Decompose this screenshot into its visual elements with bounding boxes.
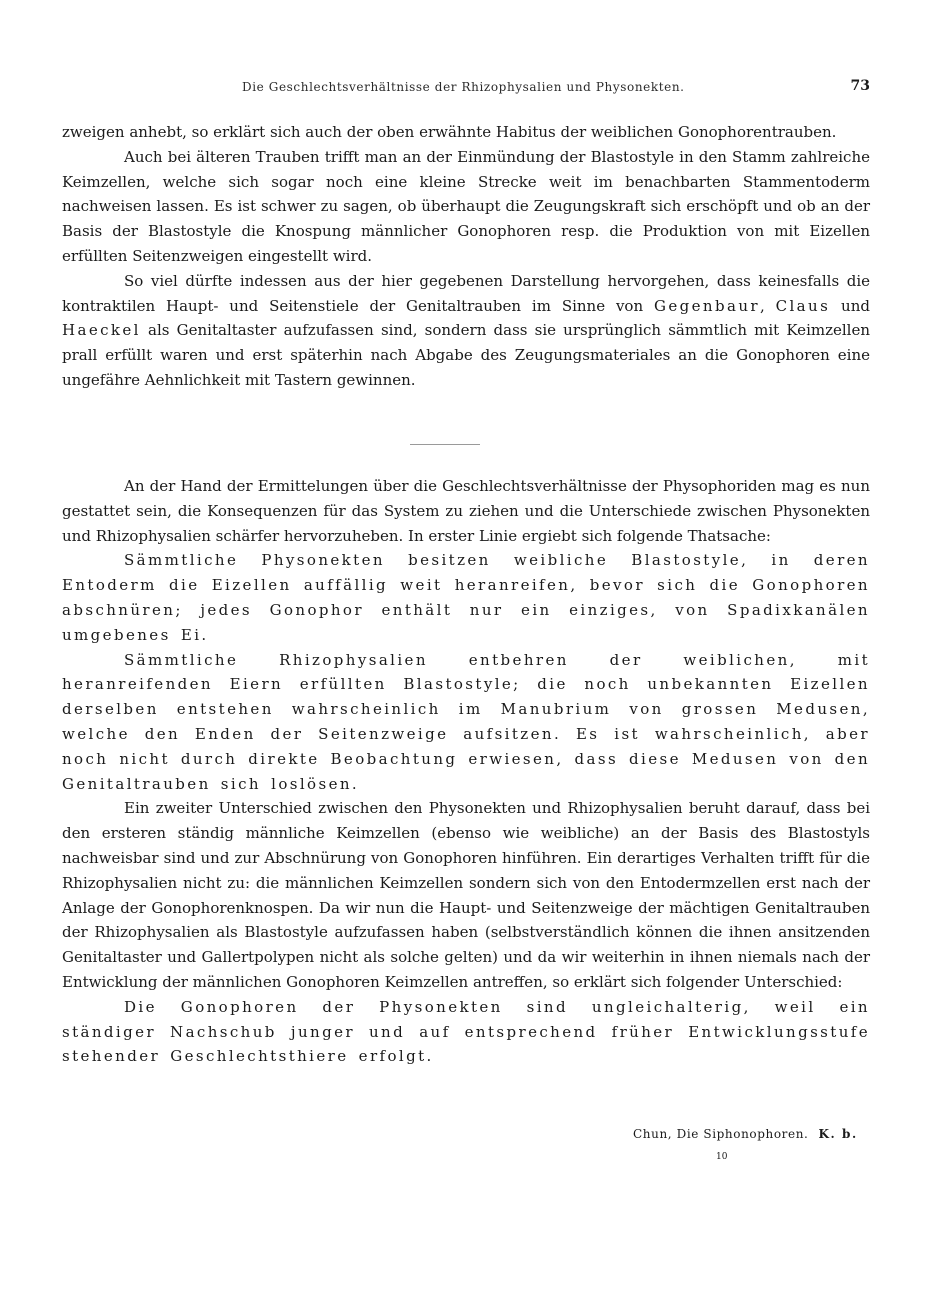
section-divider (410, 444, 480, 445)
paragraph: An der Hand der Ermittelungen über die Geschlechtsverhältnisse der Physophoriden mag es nun gestattet sein, die Konsequenzen für das System zu ziehen und die Unterschiede zwischen Physonekten und Rhizophysalien schärfer hervorzuheben. In erster Linie ergiebt sich folgende Thatsache: (62, 477, 870, 545)
footer-signature (633, 1127, 858, 1141)
signature-mark: K. b. (818, 1127, 858, 1141)
paragraph-text: als Genitaltaster aufzufassen sind, sondern dass sie ursprünglich sämmtlich mit Keimzellen prall erfüllt waren und erst späterhin nach Abgabe des Zeugungsmateriales an die Gonophoren eine ungefähre Aehnlichkeit mit Tastern gewinnen. (62, 321, 870, 389)
author-name: Haeckel (62, 321, 141, 340)
author-name: Claus (775, 296, 831, 315)
text-block-upper (62, 120, 870, 393)
sheet-number: 10 (716, 1152, 728, 1162)
emphasized-paragraph: Die Gonophoren der Physonekten sind ungleichalterig, weil ein ständiger Nachschub junger und auf entsprechend früher Entwicklungsstufe stehender Geschlechtsthiere erfolgt. (62, 997, 870, 1066)
paragraph (62, 269, 870, 393)
emphasized-paragraph: Sämmtliche Rhizophysalien entbehren der weiblichen, mit heranreifenden Eiern erfüllten Blastostyle; die noch unbekannten Eizellen derselben entstehen wahrscheinlich im Manubrium von grossen Medusen, welche den Enden der Seitenzweige aufsitzen. Es ist wahrscheinlich, aber noch nicht durch direkte Beobachtung erwiesen, dass diese Medusen von den Genitaltrauben sich loslösen. (62, 650, 870, 793)
emphasized-paragraph: Sämmtliche Physonekten besitzen weibliche Blastostyle, in deren Entoderm die Eizellen auffällig weit heranreifen, bevor sich die Gonophoren abschnüren; jedes Gonophor enthält nur ein einziges, von Spadixkanälen umgebenes Ei. (62, 551, 870, 644)
paragraph-text: und (830, 296, 870, 315)
paragraph-text: So viel dürfte indessen aus der hier gegebenen Darstellung hervorgehen, dass keinesfalls die kontraktilen Haupt- und Seitenstiele der Genitaltrauben im Sinne von (62, 271, 870, 315)
paragraph: Auch bei älteren Trauben trifft man an der Einmündung der Blastostyle in den Stamm zahlreiche Keimzellen, welche sich sogar noch eine kleine Strecke weit im benachbarten Stammentoderm nachweisen lassen. Es ist schwer zu sagen, ob überhaupt die Zeugungskraft sich erschöpft und ob an der Basis der Blastostyle die Knospung männlicher Gonophoren resp. die Produktion von mit Eizellen erfüllten Seitenzweigen eingestellt wird. (62, 147, 870, 265)
paragraph-text: , (759, 296, 776, 315)
page-number: 73 (850, 78, 870, 94)
text-block-lower (62, 474, 870, 1069)
running-title: Die Geschlechtsverhältnisse der Rhizophysalien und Physonekten. (242, 80, 685, 94)
author-name: Gegenbaur (653, 296, 760, 315)
paragraph: zweigen anhebt, so erklärt sich auch der oben erwähnte Habitus der weiblichen Gonophorentrauben. (62, 123, 837, 141)
running-header (62, 78, 870, 98)
paragraph: Ein zweiter Unterschied zwischen den Physonekten und Rhizophysalien beruht darauf, dass bei den ersteren ständig männliche Keimzellen (ebenso wie weibliche) an der Basis des Blastostyls nachweisbar sind und zur Abschnürung von Gonophoren hinführen. Ein derartiges Verhalten trifft für die Rhizophysalien nicht zu: die männlichen Keimzellen sondern sich von den Entodermzellen erst nach der Anlage der Gonophorenknospen. Da wir nun die Haupt- und Seitenzweige der mächtigen Genitaltrauben der Rhizophysalien als Blastostyle aufzufassen haben (selbstverständlich können die ihnen ansitzenden Genitaltaster und Gallertpolypen nicht als solche gelten) und da wir weiterhin in ihnen niemals nach der Entwicklung der männlichen Gonophoren Keimzellen antreffen, so erklärt sich folgender Unterschied: (62, 799, 870, 991)
signature-text: Chun, Die Siphonophoren. (633, 1127, 809, 1141)
